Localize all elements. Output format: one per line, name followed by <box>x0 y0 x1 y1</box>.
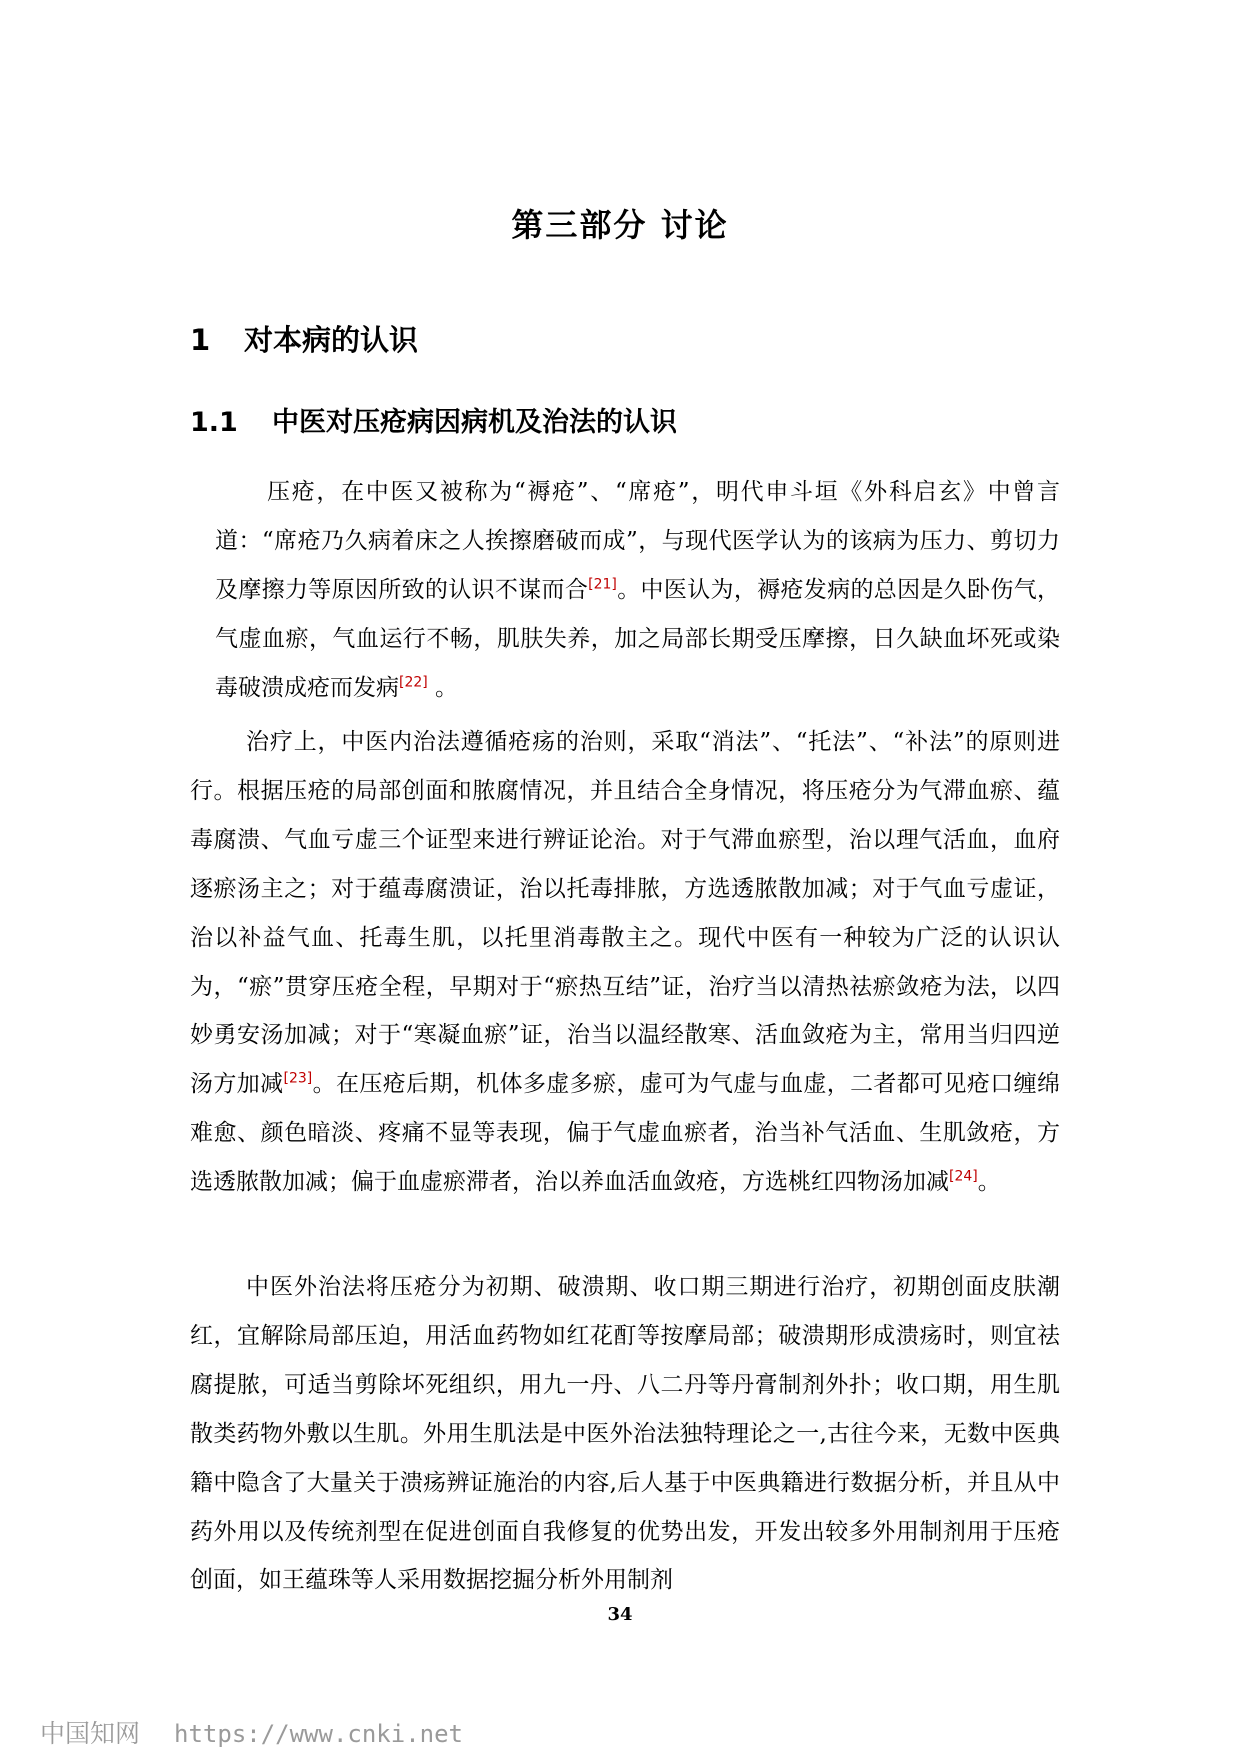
paragraph-text: 。 <box>977 1169 1001 1196</box>
page-title: 第三部分 讨论 <box>511 206 729 244</box>
page-number: 34 <box>607 1604 633 1625</box>
paragraph-text: 。中医认为，褥疮发病的总因是久卧伤气，气虚血瘀，气血运行不畅，肌肤失养，加之局部长期受压摩擦，日久缺血坏死或染毒破溃成疮而发病 <box>215 576 1061 701</box>
citation-21[interactable]: [21] <box>588 576 617 593</box>
paragraph-text: 压疮，在中医又被称为“褥疮”、“席疮”，明代申斗垣《外科启玄》中曾言道：“席疮乃久病着床之人挨擦磨破而成”，与现代医学认为的该病为压力、剪切力及摩擦力等原因所致的认识不谋而合 <box>215 479 1060 603</box>
paragraph-3 <box>190 1263 1060 1605</box>
paragraph-text: 治疗上，中医内治法遵循疮疡的治则，采取“消法”、“托法”、“补法”的原则进行。根据压疮的局部创面和脓腐情况，并且结合全身情况，将压疮分为气滞血瘀、蕴毒腐溃、气血亏虚三个证型来进行辨证论治。对于气滞血瘀型，治以理气活血，血府逐瘀汤主之；对于蕴毒腐溃证，治以托毒排脓，方选透脓散加减；对于气血亏虚证，治以补益气血、托毒生肌，以托里消毒散主之。现代中医有一种较为广泛的认识认为，“瘀”贯穿压疮全程，早期对于“瘀热互结”证，治疗当以清热祛瘀敛疮为法，以四妙勇安汤加减；对于“寒凝血瘀”证，治当以温经散寒、活血敛疮为主，常用当归四逆汤方加减 <box>190 729 1060 1098</box>
section-heading-1-1 <box>190 400 677 439</box>
section-title: 对本病的认识 <box>244 323 419 357</box>
paragraph-2 <box>190 718 1060 1207</box>
paragraph-1 <box>215 468 1060 713</box>
section-number: 1 <box>190 323 211 357</box>
watermark-url: https://www.cnki.net <box>174 1720 463 1748</box>
cnki-watermark <box>40 1714 463 1750</box>
paragraph-text: 。在压疮后期，机体多虚多瘀，虚可为气虚与血虚，二者都可见疮口缠绵难愈、颜色暗淡、疼痛不显等表现，偏于气虚血瘀者，治当补气活血、生肌敛疮，方选透脓散加减；偏于血虚瘀滞者，治以养血活血敛疮，方选桃红四物汤加减 <box>190 1071 1061 1196</box>
subsection-number: 1.1 <box>190 407 238 438</box>
citation-22[interactable]: [22] <box>399 673 428 690</box>
section-heading-1 <box>190 318 418 359</box>
citation-23[interactable]: [23] <box>283 1070 313 1087</box>
paragraph-text: 。 <box>427 674 459 701</box>
watermark-brand: 中国知网 <box>40 1719 141 1748</box>
paragraph-text: 中医外治法将压疮分为初期、破溃期、收口期三期进行治疗，初期创面皮肤潮红，宜解除局部压迫，用活血药物如红花酊等按摩局部；破溃期形成溃疡时，则宜祛腐提脓，可适当剪除坏死组织，用九一丹、八二丹等丹膏制剂外扑；收口期，用生肌散类药物外敷以生肌。外用生肌法是中医外治法独特理论之一,古往今来，无数中医典籍中隐含了大量关于溃疡辨证施治的内容,后人基于中医典籍进行数据分析，并且从中药外用以及传统剂型在促进创面自我修复的优势出发，开发出较多外用制剂用于压疮创面，如王蕴珠等人采用数据挖掘分析外用制剂 <box>190 1274 1060 1594</box>
citation-24[interactable]: [24] <box>949 1168 978 1185</box>
subsection-title: 中医对压疮病因病机及治法的认识 <box>272 407 677 438</box>
